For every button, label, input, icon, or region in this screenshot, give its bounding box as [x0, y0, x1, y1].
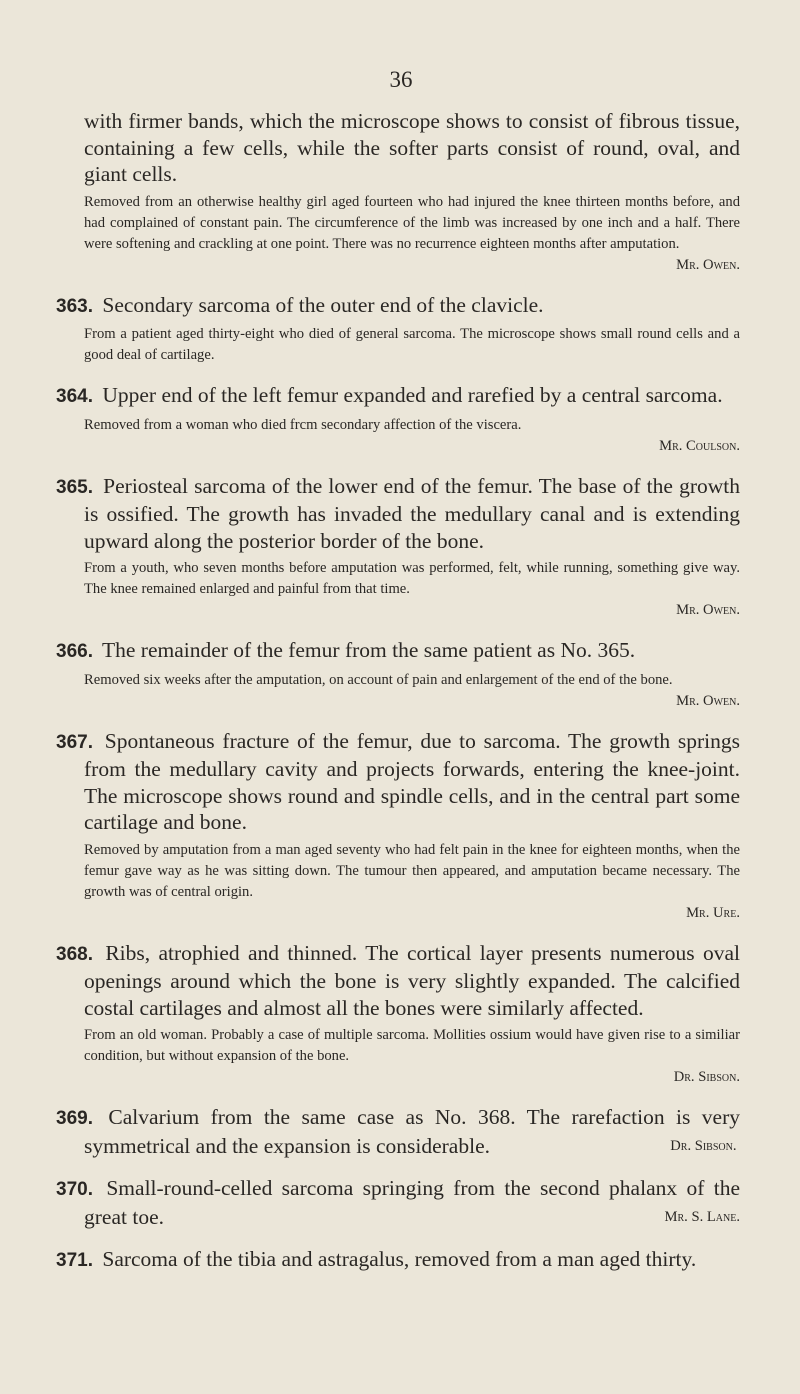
- entry-note: From an old woman. Probably a case of multiple sarcoma. Mollities ossium would have given rise to a similiar condition, but without expansion of the bone.: [84, 1027, 740, 1064]
- entry-title-text: The remainder of the femur from the same patient as No. 365.: [101, 638, 636, 662]
- entry-author: Dr. Sibson.: [673, 1069, 740, 1085]
- entry-author: Mr. Owen.: [676, 602, 740, 618]
- entry-number: 365.: [56, 476, 93, 498]
- entry-title-text: Small-round-celled sarcoma springing from the second phalanx of the great toe.: [84, 1176, 740, 1229]
- entry-title: [56, 728, 740, 836]
- page-number: 36: [389, 67, 413, 92]
- entry-author: Mr. Ure.: [686, 904, 740, 921]
- catalogue-entry-370: [56, 1175, 740, 1230]
- entry-title-text: Upper end of the left femur expanded and rarefied by a central sarcoma.: [102, 383, 723, 407]
- entry-note: From a patient aged thirty-eight who died of general sarcoma. The microscope shows small round cells and a good deal of cartilage.: [84, 326, 740, 363]
- entry-author: Mr. Owen.: [676, 692, 740, 709]
- entry-number: 364.: [56, 386, 93, 407]
- entry-title: [56, 637, 740, 666]
- entry-title-text: Calvarium from the same case as No. 368. The rarefaction is very symmetrical and the expansion is considerable.: [84, 1105, 740, 1158]
- entry-number: 371.: [56, 1250, 93, 1271]
- catalogue-entry-369: [56, 1104, 740, 1159]
- entry-number: 368.: [56, 943, 93, 965]
- entry-title: [56, 382, 740, 411]
- entry-title: [56, 1104, 740, 1159]
- entry-title-text: Spontaneous fracture of the femur, due to sarcoma. The growth springs from the medullary cavity and projects forwards, entering the knee-joint. The microscope shows round and spindle cells, and in the central part some cartilage and bone.: [84, 728, 741, 834]
- entry-title-text: Secondary sarcoma of the outer end of the clavicle.: [102, 292, 544, 317]
- catalogue-entry-367: [56, 728, 740, 924]
- entry-title: [56, 1175, 740, 1230]
- entry-title-text: Periosteal sarcoma of the lower end of the femur. The base of the growth is ossified. The growth has invaded the medullary canal and is extending upward along the posterior border of the bone.: [84, 473, 740, 553]
- entry-title: [56, 1246, 740, 1275]
- entry-title-text: Sarcoma of the tibia and astragalus, removed from a man aged thirty.: [102, 1247, 697, 1271]
- catalogue-entry-368: [56, 940, 740, 1089]
- entry-note: Removed from a woman who died frcm secondary affection of the viscera.: [84, 416, 522, 433]
- entry-number: 367.: [56, 731, 93, 753]
- entry-title-text: Ribs, atrophied and thinned. The cortical layer presents numerous oval openings around which the bone is very slightly expanded. The calcified costal cartilages and almost all the bones were similarly affected.: [84, 940, 740, 1020]
- entry-number: 370.: [56, 1179, 93, 1200]
- catalogue-entry-363: [56, 292, 740, 367]
- entry-number: 366.: [56, 641, 93, 662]
- entry-title: [56, 292, 740, 321]
- entry-number: 369.: [56, 1108, 93, 1129]
- catalogue-entry-365: [56, 473, 740, 622]
- entry-note: Removed six weeks after the amputation, on account of pain and enlargement of the end of the bone.: [84, 671, 673, 688]
- continuation-text: with firmer bands, which the microscope shows to consist of fibrous tissue, containing a few cells, while the softer parts consist of round, oval, and giant cells.: [84, 109, 740, 186]
- continuation-note: Removed from an otherwise healthy girl aged fourteen who had injured the knee thirteen months before, and had complained of constant pain. The circumference of the limb was increased by one inch and a half. There were softening and crackling at one point. There was no recurrence eighteen months after amputation.: [84, 193, 740, 252]
- entry-note: From a youth, who seven months before amputation was performed, felt, while running, something give way. The knee remained enlarged and painful from that time.: [84, 560, 740, 597]
- continuation-entry: [56, 108, 740, 276]
- entry-title: [56, 940, 740, 1022]
- entry-number: 363.: [56, 295, 93, 317]
- entry-title: [56, 473, 740, 555]
- continuation-author: Mr. Owen.: [676, 256, 740, 273]
- catalogue-entry-371: [56, 1246, 740, 1275]
- catalogue-entry-364: [56, 382, 740, 457]
- entry-author: Mr. Coulson.: [659, 437, 740, 454]
- catalogue-entry-366: [56, 637, 740, 712]
- entry-note: Removed by amputation from a man aged seventy who had felt pain in the knee for eighteen months, when the femur gave way as he was sitting down. The tumour then appeared, and amputation became necessary. The growth was of central origin.: [84, 841, 740, 900]
- entry-author: Dr. Sibson.: [670, 1137, 737, 1154]
- entry-author: Mr. S. Lane.: [664, 1208, 740, 1225]
